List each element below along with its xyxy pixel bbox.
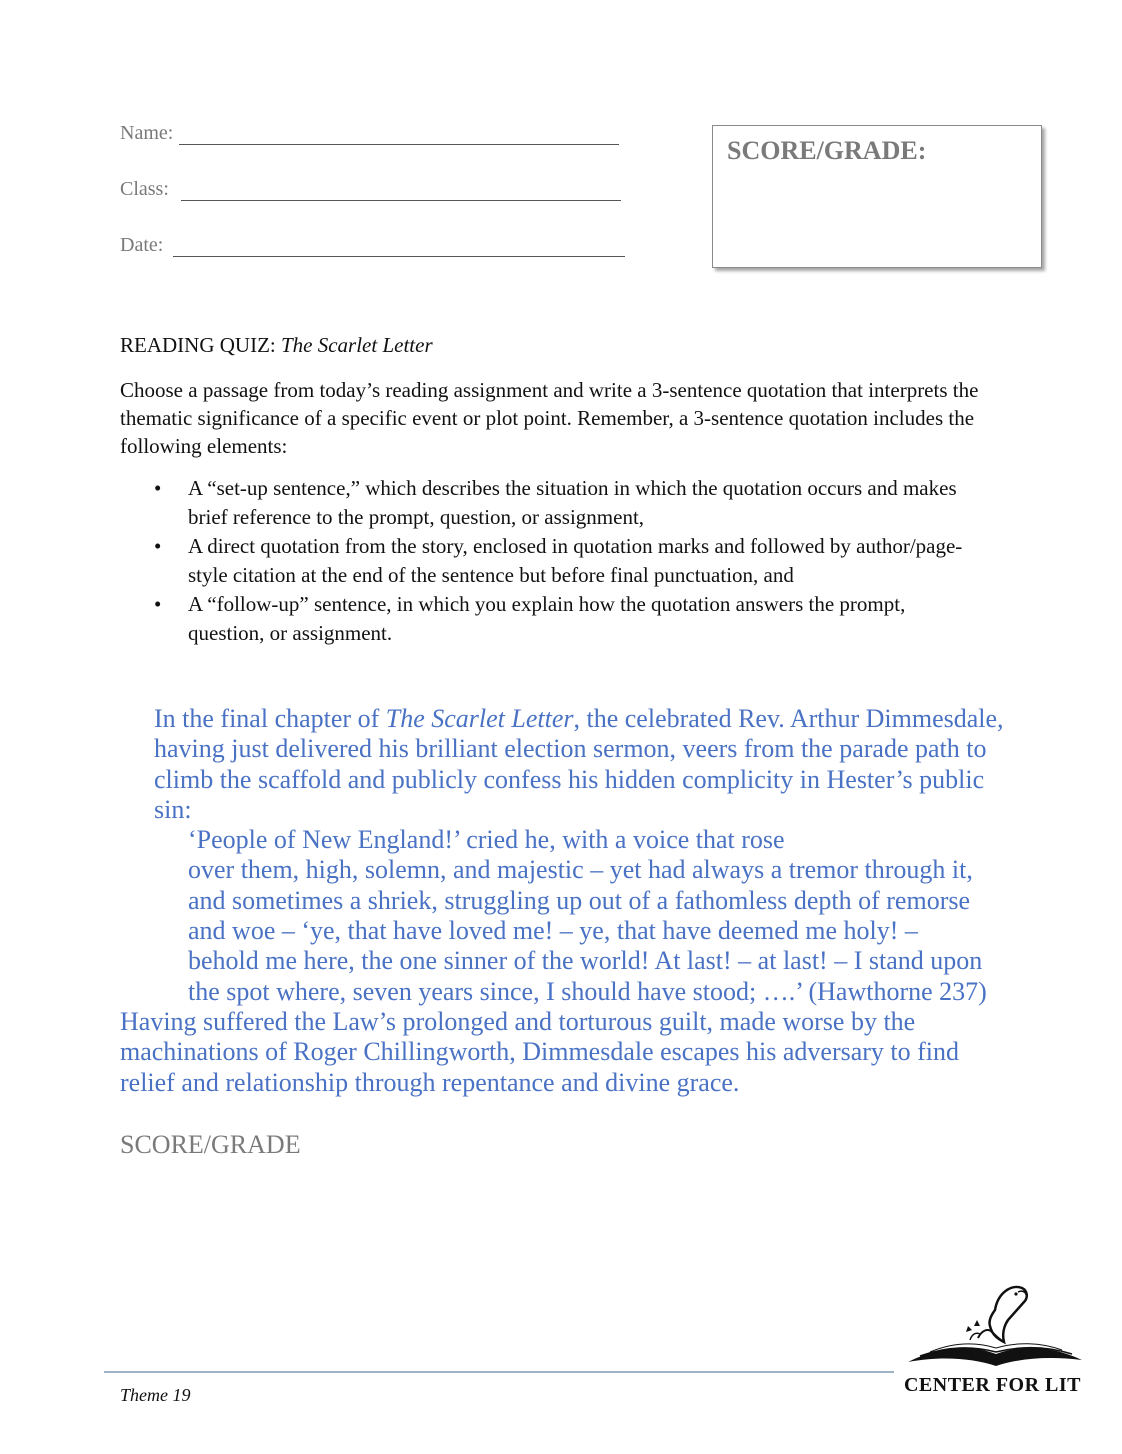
- setup-book-title: The Scarlet Letter: [385, 704, 574, 733]
- pelican-book-icon: [900, 1280, 1085, 1375]
- list-item: [120, 474, 980, 532]
- elements-list: [120, 474, 980, 648]
- name-input-line[interactable]: [179, 126, 619, 145]
- center-for-lit-logo: [900, 1280, 1085, 1400]
- class-field-row: [120, 178, 621, 201]
- name-label: Name:: [120, 122, 174, 144]
- bullet-icon: •: [154, 534, 162, 558]
- class-label: Class:: [120, 178, 169, 200]
- quiz-title-book: The Scarlet Letter: [280, 333, 433, 357]
- quote-line: ‘People of New England!’ cried he, with a voice that rose: [188, 825, 785, 855]
- instructions: Choose a passage from today’s reading assignment and write a 3-sentence quotation that interprets the thematic significance of a specific event or plot point. Remember, a 3-sentence quotation includes the following elements:: [120, 378, 979, 458]
- list-item-text: A direct quotation from the story, enclosed in quotation marks and followed by author/page-style citation at the end of the sentence but before final punctuation, and: [188, 534, 963, 587]
- date-field-row: [120, 234, 625, 257]
- quote-line: behold me here, the one sinner of the world! At last! – at last! – I stand upon: [188, 946, 983, 976]
- bullet-icon: •: [154, 476, 162, 500]
- setup-sentence: [120, 704, 1020, 825]
- score-grade-box: [712, 125, 1042, 268]
- footer-divider: [104, 1371, 894, 1373]
- score-grade-bottom: SCORE/GRADE: [120, 1130, 301, 1159]
- list-item: [120, 532, 980, 590]
- score-grade-label: SCORE/GRADE:: [727, 136, 927, 165]
- setup-text-start: In the final chapter of: [154, 704, 386, 733]
- date-input-line[interactable]: [173, 238, 625, 257]
- setup-text-end: , the celebrated Rev. Arthur Dimmesdale, having just delivered his brilliant election sermon, veers from the parade path to climb the scaffold and publicly confess his hidden complicity in Hester’s public sin:: [154, 704, 1004, 824]
- footer-theme: Theme 19: [120, 1385, 191, 1405]
- name-field-row: [120, 122, 619, 145]
- quiz-title: [120, 333, 433, 358]
- quote-line: over them, high, solemn, and majestic – yet had always a tremor through it,: [188, 855, 973, 885]
- sample-answer: [120, 704, 1020, 1098]
- block-quotation: [120, 825, 1020, 1007]
- list-item-text: A “set-up sentence,” which describes the situation in which the quotation occurs and makes brief reference to the prompt, question, or assignment,: [188, 476, 957, 529]
- followup-sentence: Having suffered the Law’s prolonged and torturous guilt, made worse by the machinations of Roger Chillingworth, Dimmesdale escapes his adversary to find relief and relationship through repentance and divine grace.: [120, 1006, 960, 1097]
- quote-line: the spot where, seven years since, I should have stood; ….’ (Hawthorne 237): [188, 976, 987, 1006]
- class-input-line[interactable]: [181, 182, 621, 201]
- quiz-title-prefix: READING QUIZ:: [120, 333, 276, 357]
- list-item: [120, 590, 980, 648]
- quote-line: and sometimes a shriek, struggling up out of a fathomless depth of remorse: [188, 885, 971, 915]
- quote-line: and woe – ‘ye, that have loved me! – ye, that have deemed me holy! –: [188, 916, 918, 946]
- date-label: Date:: [120, 234, 164, 256]
- logo-text: CENTER FOR LIT: [903, 1374, 1082, 1396]
- bullet-icon: •: [154, 592, 162, 616]
- list-item-text: A “follow-up” sentence, in which you explain how the quotation answers the prompt, question, or assignment.: [188, 592, 906, 645]
